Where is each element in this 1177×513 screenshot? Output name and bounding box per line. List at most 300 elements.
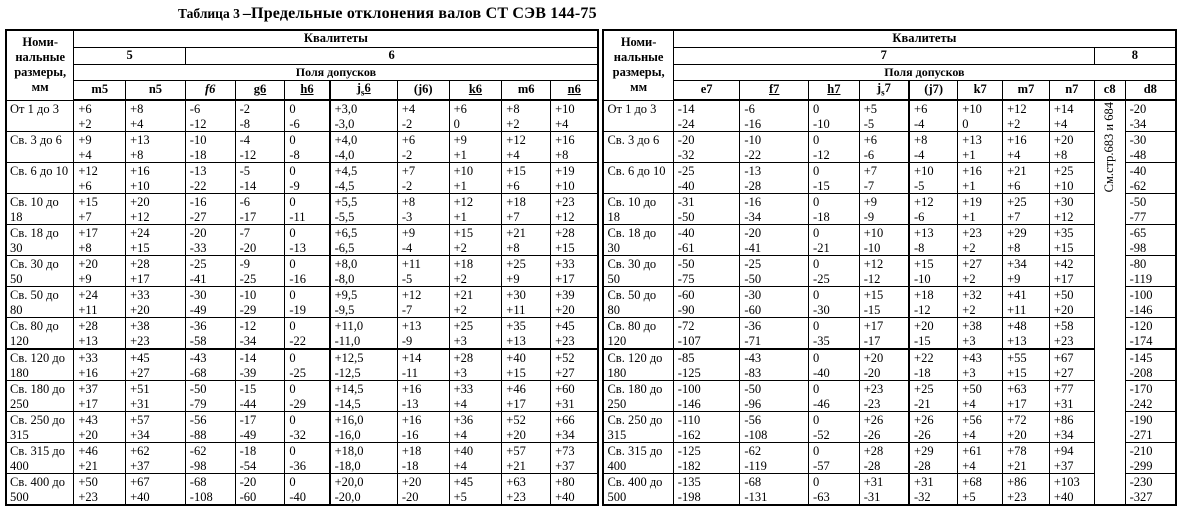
upper-deviation: +8,0: [334, 257, 358, 272]
upper-deviation: +16: [401, 382, 422, 397]
left-table-mount: [5, 29, 599, 506]
lower-deviation: +3: [962, 365, 976, 380]
lower-deviation: -18: [813, 209, 830, 224]
upper-deviation: +12: [914, 195, 934, 210]
lower-deviation: -4: [401, 240, 413, 255]
deviation-cell: [126, 256, 186, 287]
upper-deviation: 0: [813, 133, 820, 148]
size-range-cell: Св. 315 до 400: [6, 443, 74, 474]
table-row: [603, 132, 1176, 163]
upper-deviation: 0: [289, 444, 296, 459]
upper-deviation: -13: [744, 164, 762, 179]
upper-deviation: +20: [401, 475, 422, 490]
lower-deviation: -34: [239, 333, 257, 348]
deviation-cell: [958, 194, 1003, 225]
lower-deviation: -30: [813, 302, 830, 317]
deviation-cell: [126, 318, 186, 350]
upper-deviation: +25: [1053, 164, 1074, 179]
deviation-cell: [958, 256, 1003, 287]
lower-deviation: -32: [914, 489, 931, 504]
lower-deviation: -17: [239, 209, 257, 224]
upper-deviation: +23: [863, 382, 884, 397]
lower-deviation: +9: [506, 271, 520, 286]
lower-deviation: +11: [78, 302, 98, 317]
deviation-cell: [397, 318, 449, 350]
lower-deviation: -8: [914, 240, 925, 255]
lower-deviation: -5: [863, 116, 875, 131]
deviation-cell: [185, 132, 235, 163]
deviation-cell: [74, 474, 126, 506]
table-row: [6, 287, 598, 318]
lower-deviation: +17: [1007, 396, 1027, 411]
lower-deviation: -125: [677, 365, 701, 380]
nominal-header-line: Номи-: [22, 35, 58, 50]
upper-deviation: +67: [1053, 351, 1074, 366]
upper-deviation: +3,0: [334, 102, 358, 117]
deviation-cell: [126, 132, 186, 163]
upper-deviation: 0: [289, 319, 296, 334]
lower-deviation: +1: [453, 178, 467, 193]
deviation-cell: [330, 443, 398, 474]
deviation-cell: [551, 381, 599, 412]
lower-deviation: +20: [78, 427, 98, 442]
upper-deviation: +28: [453, 351, 474, 366]
deviation-cell: [285, 194, 330, 225]
lower-deviation: +8: [78, 240, 92, 255]
upper-deviation: -16: [744, 195, 762, 210]
deviation-cell: [1125, 349, 1176, 381]
field-label-g6: g6: [253, 82, 267, 97]
upper-deviation: +8: [130, 102, 144, 117]
deviation-cell: [740, 412, 809, 443]
lower-deviation: +10: [130, 178, 150, 193]
lower-deviation: -146: [677, 396, 701, 411]
deviation-cell: [185, 256, 235, 287]
deviation-cell: [126, 349, 186, 381]
upper-deviation: +18: [506, 195, 526, 210]
field-header-(j7): [909, 80, 958, 100]
upper-deviation: +45: [555, 319, 575, 334]
upper-deviation: -30: [1129, 133, 1147, 148]
upper-deviation: -43: [744, 351, 762, 366]
deviation-cell: [859, 194, 909, 225]
upper-deviation: +10: [962, 102, 982, 117]
upper-deviation: -110: [677, 413, 701, 428]
upper-deviation: +46: [78, 444, 98, 459]
upper-deviation: +31: [914, 475, 934, 490]
lower-deviation: -21: [914, 396, 931, 411]
field-label-(j7): (j7): [924, 82, 944, 97]
field-header-f6: [185, 80, 235, 100]
deviation-cell: [449, 381, 502, 412]
upper-deviation: +7: [863, 164, 878, 179]
field-label-m7: m7: [1017, 82, 1035, 97]
upper-deviation: +55: [1007, 351, 1027, 366]
deviation-cell: [330, 474, 398, 506]
lower-deviation: -14,5: [334, 396, 361, 411]
deviation-cell: [74, 381, 126, 412]
lower-deviation: -9: [289, 178, 300, 193]
lower-deviation: -54: [239, 458, 257, 473]
table-row: [603, 412, 1176, 443]
lower-deviation: -4: [914, 147, 925, 162]
deviation-cell: [673, 318, 740, 350]
upper-deviation: +20: [130, 195, 150, 210]
size-range-cell: Св. 50 до 80: [603, 287, 673, 318]
deviation-cell: [449, 412, 502, 443]
upper-deviation: -25: [744, 257, 762, 272]
field-header-f7: [740, 80, 809, 100]
lower-deviation: -119: [1129, 271, 1153, 286]
upper-deviation: -50: [189, 382, 207, 397]
field-header-k6: [449, 80, 502, 100]
lower-deviation: +1: [453, 147, 467, 162]
deviation-cell: [909, 412, 958, 443]
deviation-cell: [1049, 163, 1094, 194]
deviation-cell: [1003, 163, 1050, 194]
deviation-cell: [1125, 132, 1176, 163]
upper-deviation: +15: [914, 257, 934, 272]
field-label-part: 6: [364, 80, 371, 95]
lower-deviation: -299: [1129, 458, 1153, 473]
field-label-f7: f7: [769, 82, 780, 97]
upper-deviation: +77: [1053, 382, 1074, 397]
lower-deviation: +8: [506, 240, 520, 255]
table-row: [6, 100, 598, 132]
table-number: Таблица 3: [178, 6, 240, 21]
upper-deviation: -100: [677, 382, 701, 397]
upper-deviation: 0: [813, 475, 820, 490]
deviation-cell: [673, 287, 740, 318]
upper-deviation: +50: [78, 475, 98, 490]
upper-deviation: +28: [130, 257, 150, 272]
lower-deviation: +23: [130, 333, 150, 348]
deviation-cell: [1049, 349, 1094, 381]
upper-deviation: +17: [863, 319, 884, 334]
upper-deviation: +58: [1053, 319, 1074, 334]
upper-deviation: -15: [239, 382, 257, 397]
lower-deviation: +1: [962, 178, 976, 193]
field-label-k7: k7: [973, 82, 987, 97]
lower-deviation: +13: [506, 333, 526, 348]
upper-deviation: +57: [130, 413, 150, 428]
upper-deviation: +10: [453, 164, 474, 179]
upper-deviation: +29: [1007, 226, 1027, 241]
lower-deviation: +21: [1007, 458, 1027, 473]
upper-deviation: 0: [289, 413, 296, 428]
deviation-cell: [859, 412, 909, 443]
lower-deviation: -2: [401, 178, 413, 193]
deviation-cell: [1125, 381, 1176, 412]
lower-deviation: -12: [239, 147, 257, 162]
upper-deviation: -85: [677, 351, 695, 366]
table-row: [6, 132, 598, 163]
upper-deviation: -25: [189, 257, 207, 272]
deviation-cell: [235, 225, 285, 256]
deviation-cell: [673, 381, 740, 412]
upper-deviation: +56: [962, 413, 982, 428]
lower-deviation: +23: [506, 489, 526, 504]
lower-deviation: +2: [453, 240, 467, 255]
upper-deviation: 0: [813, 413, 820, 428]
size-range-cell: Св. 250 до 315: [6, 412, 74, 443]
field-header-n6: [551, 80, 599, 100]
deviation-cell: [285, 256, 330, 287]
lower-deviation: -208: [1129, 365, 1153, 380]
upper-deviation: -7: [239, 226, 251, 241]
lower-deviation: -60: [239, 489, 257, 504]
deviation-cell: [449, 132, 502, 163]
deviation-cell: [1003, 194, 1050, 225]
field-label-f6: f6: [204, 82, 216, 97]
deviation-cell: [449, 318, 502, 350]
deviation-cell: [74, 318, 126, 350]
upper-deviation: -25: [677, 164, 695, 179]
field-label-e7: e7: [700, 82, 713, 97]
lower-deviation: -36: [289, 458, 306, 473]
deviation-cell: [449, 287, 502, 318]
lower-deviation: -50: [677, 209, 695, 224]
deviation-cell: [74, 132, 126, 163]
upper-deviation: +86: [1007, 475, 1027, 490]
lower-deviation: -35: [813, 333, 830, 348]
field-label-part: j: [876, 80, 882, 95]
field-label-part: j: [356, 80, 361, 95]
deviation-cell: [740, 100, 809, 132]
deviation-cell: [1049, 318, 1094, 350]
deviation-cell: [551, 443, 599, 474]
field-label-c8: c8: [1103, 82, 1116, 97]
lower-deviation: +7: [1007, 209, 1021, 224]
deviation-cell: [809, 100, 860, 132]
upper-deviation: +20: [863, 351, 884, 366]
tolerance-fields-header: Поля допусков: [673, 64, 1176, 80]
upper-deviation: +12: [863, 257, 884, 272]
deviation-cell: [330, 225, 398, 256]
lower-deviation: 0: [453, 116, 460, 131]
upper-deviation: -20: [189, 226, 207, 241]
lower-deviation: +3: [962, 333, 976, 348]
field-header-g6: [235, 80, 285, 100]
upper-deviation: +4: [401, 102, 416, 117]
deviation-cell: [235, 381, 285, 412]
lower-deviation: -20,0: [334, 489, 361, 504]
upper-deviation: +23: [555, 195, 575, 210]
lower-deviation: -16: [289, 271, 306, 286]
upper-deviation: +29: [914, 444, 934, 459]
lower-deviation: +7: [78, 209, 92, 224]
deviation-cell: [740, 256, 809, 287]
deviation-cell: [330, 100, 398, 132]
lower-deviation: -6: [289, 116, 300, 131]
lower-deviation: -15: [813, 178, 830, 193]
upper-deviation: -14: [677, 102, 695, 117]
lower-deviation: -11,0: [334, 333, 361, 348]
deviation-cell: [449, 100, 502, 132]
table-row: [603, 474, 1176, 506]
field-header-h6: [285, 80, 330, 100]
deviation-cell: [330, 132, 398, 163]
upper-deviation: +16: [401, 413, 422, 428]
upper-deviation: 0: [289, 226, 296, 241]
upper-deviation: -62: [189, 444, 207, 459]
lower-deviation: +17: [506, 396, 526, 411]
deviation-cell: [330, 381, 398, 412]
lower-deviation: -25: [239, 271, 257, 286]
lower-deviation: +2: [453, 271, 467, 286]
upper-deviation: 0: [813, 382, 820, 397]
upper-deviation: +19: [962, 195, 982, 210]
lower-deviation: -20: [863, 365, 881, 380]
deviation-cell: [1125, 318, 1176, 350]
lower-deviation: -34: [1129, 116, 1147, 131]
lower-deviation: -18,0: [334, 458, 361, 473]
deviation-cell: [397, 194, 449, 225]
deviation-cell: [673, 194, 740, 225]
deviation-cell: [740, 132, 809, 163]
upper-deviation: +13: [914, 226, 934, 241]
lower-deviation: -32: [289, 427, 306, 442]
nominal-header-line: размеры,: [14, 65, 67, 80]
lower-deviation: -57: [813, 458, 830, 473]
lower-deviation: +4: [453, 427, 467, 442]
lower-deviation: -20: [239, 240, 257, 255]
lower-deviation: +11: [506, 302, 526, 317]
upper-deviation: +50: [1053, 288, 1074, 303]
size-range-cell: Св. 30 до 50: [6, 256, 74, 287]
deviation-cell: [909, 100, 958, 132]
deviation-cell: [502, 287, 551, 318]
deviation-cell: [185, 163, 235, 194]
field-label-h6: h6: [300, 82, 314, 97]
upper-deviation: +9: [863, 195, 878, 210]
lower-deviation: +2: [453, 302, 467, 317]
deviation-cell: [958, 443, 1003, 474]
upper-deviation: -36: [744, 319, 762, 334]
deviation-cell: [1125, 225, 1176, 256]
size-range-cell: Св. 3 до 6: [603, 132, 673, 163]
upper-deviation: +10: [863, 226, 884, 241]
lower-deviation: +34: [130, 427, 150, 442]
upper-deviation: -56: [744, 413, 762, 428]
deviation-cell: [285, 225, 330, 256]
upper-deviation: +45: [453, 475, 474, 490]
deviation-cell: [185, 412, 235, 443]
table-row: [6, 318, 598, 350]
deviation-cell: [1003, 287, 1050, 318]
lower-deviation: -28: [744, 178, 762, 193]
deviation-cell: [502, 225, 551, 256]
deviation-cell: [330, 194, 398, 225]
lower-deviation: +20: [1053, 302, 1074, 317]
upper-deviation: +50: [962, 382, 982, 397]
table-row: [603, 225, 1176, 256]
deviation-cell: [74, 287, 126, 318]
lower-deviation: -5,5: [334, 209, 355, 224]
lower-deviation: -108: [744, 427, 768, 442]
lower-deviation: +1: [962, 209, 976, 224]
lower-deviation: -8,0: [334, 271, 355, 286]
lower-deviation: +34: [555, 427, 575, 442]
lower-deviation: -33: [189, 240, 207, 255]
field-header-k7: [958, 80, 1003, 100]
lower-deviation: +17: [1053, 271, 1074, 286]
lower-deviation: +4: [962, 396, 976, 411]
deviation-cell: [449, 349, 502, 381]
table-row: [6, 381, 598, 412]
upper-deviation: +6: [401, 133, 416, 148]
deviation-cell: [502, 349, 551, 381]
size-range-cell: Св. 315 до 400: [603, 443, 673, 474]
deviation-cell: [1003, 100, 1050, 132]
upper-deviation: +52: [555, 351, 575, 366]
upper-deviation: +33: [453, 382, 474, 397]
upper-deviation: +24: [130, 226, 150, 241]
deviation-cell: [502, 412, 551, 443]
deviation-cell: [673, 349, 740, 381]
deviation-cell: [449, 443, 502, 474]
table-row: [603, 381, 1176, 412]
deviation-cell: [958, 287, 1003, 318]
upper-deviation: +30: [506, 288, 526, 303]
upper-deviation: +12,5: [334, 351, 364, 366]
lower-deviation: -198: [677, 489, 701, 504]
upper-deviation: +103: [1053, 475, 1080, 490]
lower-deviation: +15: [555, 240, 575, 255]
upper-deviation: -170: [1129, 382, 1153, 397]
lower-deviation: +15: [506, 365, 526, 380]
upper-deviation: +51: [130, 382, 150, 397]
lower-deviation: +21: [506, 458, 526, 473]
deviation-cell: [502, 194, 551, 225]
deviation-cell: [551, 100, 599, 132]
lower-deviation: -108: [189, 489, 213, 504]
upper-deviation: +15: [506, 164, 526, 179]
upper-deviation: +22: [914, 351, 934, 366]
lower-deviation: -12,5: [334, 365, 361, 380]
upper-deviation: +6: [863, 133, 878, 148]
field-header-n5: [126, 80, 186, 100]
deviation-cell: [1049, 256, 1094, 287]
field-header-d8: [1125, 80, 1176, 100]
upper-deviation: +35: [1053, 226, 1074, 241]
field-label-part: 7: [884, 80, 891, 95]
lower-deviation: +40: [555, 489, 575, 504]
deviation-cell: [1049, 287, 1094, 318]
lower-deviation: -20: [401, 489, 419, 504]
upper-deviation: +26: [863, 413, 884, 428]
lower-deviation: -23: [863, 396, 881, 411]
deviation-cell: [740, 318, 809, 350]
lower-deviation: +8: [130, 147, 144, 162]
upper-deviation: +18,0: [334, 444, 364, 459]
deviation-cell: [740, 225, 809, 256]
lower-deviation: -29: [289, 396, 306, 411]
deviation-cell: [185, 194, 235, 225]
deviation-cell: [859, 132, 909, 163]
upper-deviation: -100: [1129, 288, 1153, 303]
lower-deviation: +4: [453, 396, 467, 411]
deviation-cell: [185, 287, 235, 318]
table-row: [6, 349, 598, 381]
deviation-cell: [74, 349, 126, 381]
lower-deviation: -96: [744, 396, 762, 411]
upper-deviation: +28: [555, 226, 575, 241]
upper-deviation: -10: [744, 133, 762, 148]
deviation-cell: [397, 132, 449, 163]
upper-deviation: -4: [239, 133, 251, 148]
deviation-cell: [958, 474, 1003, 506]
